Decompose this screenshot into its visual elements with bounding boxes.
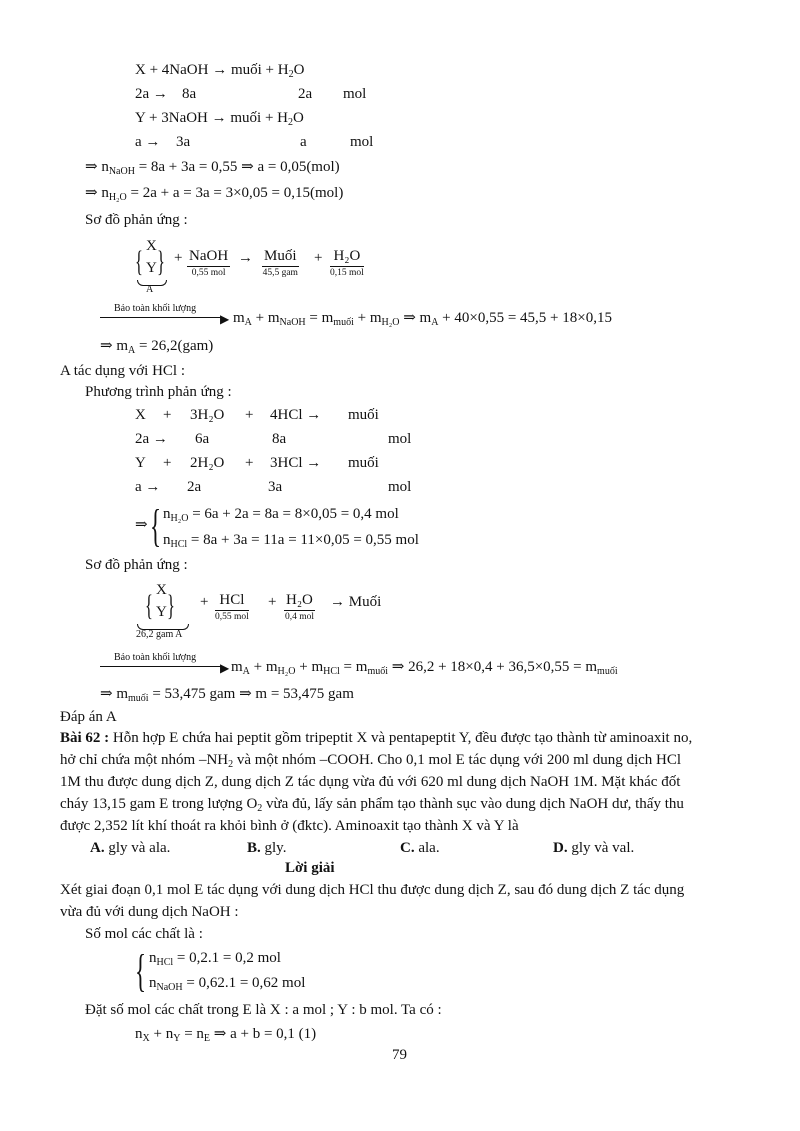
so-do-1-muoi: Muối 45,5 gam — [262, 248, 298, 278]
so-do-1-naoh: NaOH 0,55 mol — [189, 248, 229, 278]
so-do-1-h2o: H₂O 0,15 mol — [330, 248, 364, 278]
sys1-arrow: ⇒ — [135, 517, 148, 533]
bai62-line5: được 2,352 lít khí thoát ra khỏi bình ở (đktc). Aminoaxit tạo thành X và Y là — [60, 818, 519, 834]
sol-line3: Số mol các chất là : — [85, 926, 203, 942]
so-do-2-plus1: + — [200, 594, 209, 610]
btkl2-result: ⇒ $m_{muối} = 53,475$ gam ⇒ m = 53,475 gam — [100, 686, 354, 704]
option-b: B. gly. — [247, 840, 287, 856]
so-do-2-hcl: HCl 0,55 mol — [215, 592, 249, 622]
calc-h2o: ⇒ $n_{H_2O} = 2a + a = 3a = 3\times 0,05 = 0,15(mol)$ — [85, 185, 344, 203]
answer: Đáp án A — [60, 709, 117, 725]
rxn1-line2-c: 2a — [298, 86, 313, 102]
rxn1-line4: a → — [135, 134, 161, 150]
rxn2-r3-plus2: + — [245, 455, 254, 471]
sol-line4: Đặt số mol các chất trong E là X : a mol ; Y : b mol. Ta có : — [85, 1002, 442, 1018]
so-do-1-plus1: + — [174, 250, 183, 266]
rxn1-line2: 2a → — [135, 86, 168, 102]
rxn2-r2-d: mol — [388, 431, 412, 447]
sys1-line2: $n_{HCl} = 8a + 3a = 11a = 11\times 0,05 = 0,55$ mol — [163, 532, 419, 550]
rxn2-r1-x: X — [135, 407, 146, 423]
so-do-2-label: Sơ đồ phản ứng : — [85, 557, 188, 573]
rxn1-line2-b: 8a — [182, 86, 197, 102]
rxn2-r3-h2o: 2H₂O — [190, 455, 225, 471]
option-d: D. gly và val. — [553, 840, 635, 856]
sys2-brace: { — [135, 945, 147, 996]
rxn2-r2-c: 8a — [272, 431, 287, 447]
so-do-1-plus2: + — [314, 250, 323, 266]
option-a: A. gly và ala. — [90, 840, 171, 856]
so-do-1-y: Y — [146, 260, 157, 276]
sys1-line1: $n_{H_2O} = 6a + 2a = 8a = 8\times 0,05 = 0,4$ mol — [163, 506, 399, 524]
so-do-2-h2o: H₂O 0,4 mol — [284, 592, 314, 622]
so-do-2-arrow-muoi: → Muối — [330, 594, 382, 610]
rxn2-r3-plus1: + — [163, 455, 172, 471]
so-do-2-a-label: 26,2 gam A — [136, 629, 183, 640]
so-do-1-x: X — [146, 238, 157, 254]
rxn1-line4-d: mol — [350, 134, 374, 150]
so-do-1-arrow: → — [238, 250, 253, 266]
calc-naoh: ⇒ $n_{NaOH} = 8a + 3a = 0,55$ ⇒ a = 0,05(mol) — [85, 159, 340, 177]
rxn2-r3-y: Y — [135, 455, 146, 471]
sol-line1: Xét giai đoạn 0,1 mol E tác dụng với dung dịch HCl thu được dung dịch Z, sau đó dung dịch Z tác dụng — [60, 882, 685, 898]
bai62-line4: cháy 13,15 gam E trong lượng $O_2$ vừa đủ, lấy sản phẩm tạo thành sục vào dung dịch NaOH dư, thấy thu — [60, 796, 684, 814]
btkl1-arrow: Bảo toàn khối lượng ▶ — [100, 303, 230, 323]
btkl1-result: ⇒ $m_A = 26,2(gam)$ — [100, 338, 214, 356]
rxn2-r3-hcl: 3HCl → — [270, 455, 322, 471]
rxn2-r2-a: 2a → — [135, 431, 168, 447]
rxn2-label: Phương trình phản ứng : — [85, 384, 232, 400]
rxn2-r4-a: a → — [135, 479, 161, 495]
so-do-2-brace-right: } — [167, 589, 175, 622]
rxn1-line4-c: a — [300, 134, 307, 150]
rxn2-r1-plus1: + — [163, 407, 172, 423]
so-do-2-plus2: + — [268, 594, 277, 610]
bai62-line3: 1M thu được dung dịch Z, dung dịch Z tác dụng vừa đủ với 620 ml dung dịch NaOH 1M. Mặt khác đốt — [60, 774, 681, 790]
rxn2-r1-muoi: muối — [348, 407, 379, 423]
sys2-line2: $n_{NaOH} = 0,62.1 = 0,62$ mol — [149, 975, 306, 993]
rxn1-line3: Y + 3NaOH → muối + $H_2O$ — [135, 110, 304, 128]
page-number: 79 — [392, 1047, 407, 1063]
btkl2-arrow: Bảo toàn khối lượng ▶ — [100, 652, 230, 672]
so-do-1-a-label: A — [146, 284, 154, 295]
rxn2-r2-b: 6a — [195, 431, 210, 447]
sol-line2: vừa đủ với dung dịch NaOH : — [60, 904, 239, 920]
bai62-line1: Bài 62 : Hỗn hợp E chứa hai peptit gồm tripeptit X và pentapeptit Y, đều được tạo thành từ aminoaxit no, — [60, 730, 693, 746]
rxn1-line4-b: 3a — [176, 134, 191, 150]
so-do-1-brace-left: { — [135, 245, 143, 278]
rxn2-r4-d: mol — [388, 479, 412, 495]
hcl-title: A tác dụng với HCl : — [60, 363, 186, 379]
btkl2-equation: $m_A + m_{H_2O} + m_{HCl} = m_{muối}$ ⇒ $26,2 + 18\times 0,4 + 36,5\times 0,55 = m_{muối}$ — [231, 659, 618, 677]
so-do-2-y: Y — [156, 604, 167, 620]
so-do-2-x: X — [156, 582, 167, 598]
rxn1-line2-d: mol — [343, 86, 367, 102]
sys2-line1: $n_{HCl} = 0,2.1 = 0,2$ mol — [149, 950, 281, 968]
option-c: C. ala. — [400, 840, 440, 856]
rxn2-r3-muoi: muối — [348, 455, 379, 471]
rxn2-r1-h2o: 3H₂O — [190, 407, 225, 423]
rxn2-r4-b: 2a — [187, 479, 202, 495]
rxn2-r1-hcl: 4HCl → — [270, 407, 322, 423]
so-do-1-label: Sơ đồ phản ứng : — [85, 212, 188, 228]
btkl1-equation: $m_A + m_{NaOH} = m_{muối} + m_{H_2O}$ ⇒ $m_A + 40\times 0,55 = 45,5 + 18\times 0,15$ — [233, 310, 612, 328]
so-do-1-brace-right: } — [157, 245, 165, 278]
rxn2-r4-c: 3a — [268, 479, 283, 495]
rxn2-r1-plus2: + — [245, 407, 254, 423]
sys1-brace: { — [150, 500, 162, 551]
rxn1-line1: X + 4NaOH → muối + $H_2O$ — [135, 62, 305, 80]
so-do-2-brace-left: { — [145, 589, 153, 622]
sol-equation-1: $n_X + n_Y = n_E$ ⇒ a + b = 0,1 (1) — [135, 1026, 317, 1044]
loi-giai-heading: Lời giải — [285, 860, 335, 876]
bai62-line2: hở chỉ chứa một nhóm $-NH_2$ và một nhóm –COOH. Cho 0,1 mol E tác dụng với 200 ml dung dịch HCl — [60, 752, 682, 770]
